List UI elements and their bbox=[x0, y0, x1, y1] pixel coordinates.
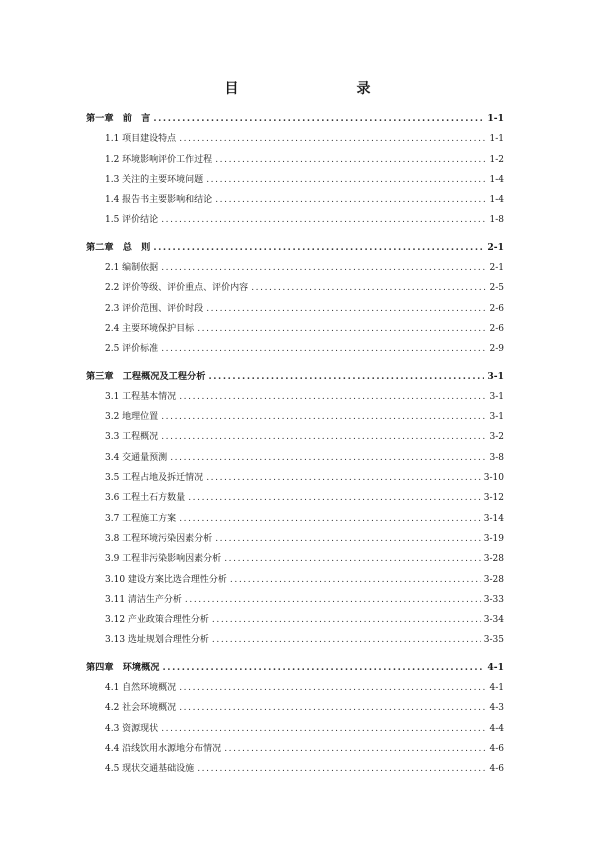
toc-entry-label: 第二章 总 则 bbox=[86, 241, 151, 253]
toc-entry-page: 4-6 bbox=[489, 743, 504, 754]
toc-entry-label: 4.2 社会环境概况 bbox=[105, 703, 177, 714]
toc-section-entry[interactable] bbox=[86, 488, 504, 508]
toc-entry-label: 2.2 评价等级、评价重点、评价内容 bbox=[105, 283, 249, 294]
toc-dot-leader bbox=[215, 190, 486, 210]
toc-entry-label: 2.5 评价标准 bbox=[105, 344, 159, 355]
toc-dot-leader bbox=[179, 129, 486, 149]
toc-section-entry[interactable] bbox=[86, 610, 504, 630]
toc-entry-page: 1-1 bbox=[487, 113, 504, 124]
toc-dot-leader bbox=[206, 468, 481, 488]
toc-entry-page: 4-1 bbox=[487, 661, 504, 673]
toc-section-entry[interactable] bbox=[86, 468, 504, 488]
toc-entry-page: 2-6 bbox=[489, 323, 504, 334]
toc-entry-label: 第四章 环境概况 bbox=[86, 661, 160, 673]
toc-section-entry[interactable] bbox=[86, 150, 504, 170]
toc-entry-page: 1-4 bbox=[489, 174, 504, 185]
toc-chapter-entry[interactable] bbox=[86, 658, 504, 678]
toc-section-entry[interactable] bbox=[86, 719, 504, 739]
toc-entry-page: 2-5 bbox=[489, 283, 504, 294]
toc-dot-leader bbox=[161, 407, 486, 427]
toc-entry-label: 1.4 报告书主要影响和结论 bbox=[105, 195, 213, 206]
toc-section-entry[interactable] bbox=[86, 190, 504, 210]
toc-dot-leader bbox=[212, 610, 481, 630]
toc-entry-page: 3-28 bbox=[483, 554, 504, 565]
toc-dot-leader bbox=[161, 339, 486, 359]
toc-entry-label: 3.5 工程占地及拆迁情况 bbox=[105, 473, 204, 484]
toc-entry-label: 2.1 编制依据 bbox=[105, 263, 159, 274]
toc-dot-leader bbox=[197, 759, 486, 779]
toc-dot-leader bbox=[161, 210, 486, 230]
toc-dot-leader bbox=[212, 630, 481, 650]
toc-section-entry[interactable] bbox=[86, 549, 504, 569]
toc-entry-page: 3-34 bbox=[483, 615, 504, 626]
toc-entry-label: 3.1 工程基本情况 bbox=[105, 391, 177, 402]
toc-dot-leader bbox=[179, 387, 486, 407]
toc-entry-label: 3.2 地理位置 bbox=[105, 412, 159, 423]
toc-section-entry[interactable] bbox=[86, 630, 504, 650]
toc-section-entry[interactable] bbox=[86, 387, 504, 407]
toc-entry-label: 4.3 资源现状 bbox=[105, 723, 159, 734]
toc-section-entry[interactable] bbox=[86, 258, 504, 278]
toc-dot-leader bbox=[188, 488, 481, 508]
toc-entry-label: 3.13 选址规划合理性分析 bbox=[105, 635, 209, 646]
toc-section-entry[interactable] bbox=[86, 170, 504, 190]
toc-entry-page: 3-1 bbox=[487, 370, 504, 382]
toc-entry-label: 3.11 清洁生产分析 bbox=[105, 594, 182, 605]
toc-section-entry[interactable] bbox=[86, 509, 504, 529]
toc-entry-page: 2-1 bbox=[489, 263, 504, 274]
toc-entry-label: 3.6 工程土石方数量 bbox=[105, 493, 186, 504]
toc-entry-label: 2.4 主要环境保护目标 bbox=[105, 323, 195, 334]
toc-entry-page: 2-6 bbox=[489, 303, 504, 314]
toc-dot-leader bbox=[208, 367, 484, 387]
toc-chapter-entry[interactable] bbox=[86, 367, 504, 387]
toc-section-entry[interactable] bbox=[86, 278, 504, 298]
toc-dot-leader bbox=[163, 658, 485, 678]
toc-dot-leader bbox=[206, 170, 486, 190]
toc-section-entry[interactable] bbox=[86, 210, 504, 230]
toc-entry-page: 1-8 bbox=[489, 215, 504, 226]
toc-entry-label: 1.1 项目建设特点 bbox=[105, 134, 177, 145]
toc-entry-page: 3-10 bbox=[483, 473, 504, 484]
toc-entry-label: 4.5 现状交通基础设施 bbox=[105, 764, 195, 775]
toc-entry-page: 4-3 bbox=[489, 703, 504, 714]
toc-entry-label: 第三章 工程概况及工程分析 bbox=[86, 370, 206, 382]
toc-entry-page: 3-35 bbox=[483, 635, 504, 646]
toc-dot-leader bbox=[161, 719, 486, 739]
toc-section-entry[interactable] bbox=[86, 299, 504, 319]
toc-entry-label: 3.9 工程非污染影响因素分析 bbox=[105, 554, 222, 565]
toc-entry-page: 1-2 bbox=[489, 154, 504, 165]
toc-section-entry[interactable] bbox=[86, 678, 504, 698]
toc-entry-page: 4-6 bbox=[489, 764, 504, 775]
toc-dot-leader bbox=[185, 590, 481, 610]
toc-entry-page: 3-1 bbox=[489, 412, 504, 423]
toc-section-entry[interactable] bbox=[86, 570, 504, 590]
toc-dot-leader bbox=[251, 278, 486, 298]
toc-dot-leader bbox=[179, 509, 481, 529]
toc-section-entry[interactable] bbox=[86, 759, 504, 779]
toc-entry-page: 3-8 bbox=[489, 452, 504, 463]
toc-dot-leader bbox=[170, 448, 486, 468]
toc-entry-label: 4.1 自然环境概况 bbox=[105, 683, 177, 694]
toc-entry-page: 1-1 bbox=[489, 134, 504, 145]
toc-section-entry[interactable] bbox=[86, 339, 504, 359]
toc-dot-leader bbox=[153, 109, 484, 129]
toc-dot-leader bbox=[153, 238, 484, 258]
toc-entry-page: 3-2 bbox=[489, 432, 504, 443]
toc-entry-label: 3.8 工程环境污染因素分析 bbox=[105, 533, 213, 544]
toc-dot-leader bbox=[224, 549, 481, 569]
toc-dot-leader bbox=[215, 529, 481, 549]
toc-entry-page: 4-4 bbox=[489, 723, 504, 734]
toc-section-entry[interactable] bbox=[86, 407, 504, 427]
toc-list bbox=[86, 109, 504, 780]
toc-entry-page: 3-19 bbox=[483, 533, 504, 544]
toc-entry-page: 3-28 bbox=[483, 574, 504, 585]
toc-entry-page: 4-1 bbox=[489, 683, 504, 694]
toc-dot-leader bbox=[161, 427, 486, 447]
toc-entry-page: 2-9 bbox=[489, 344, 504, 355]
toc-section-entry[interactable] bbox=[86, 319, 504, 339]
toc-entry-page: 1-4 bbox=[489, 195, 504, 206]
toc-entry-label: 3.10 建设方案比选合理性分析 bbox=[105, 574, 227, 585]
toc-entry-page: 3-14 bbox=[483, 513, 504, 524]
toc-dot-leader bbox=[197, 319, 486, 339]
toc-dot-leader bbox=[179, 678, 486, 698]
toc-section-entry[interactable] bbox=[86, 590, 504, 610]
toc-dot-leader bbox=[206, 299, 486, 319]
toc-entry-label: 1.3 关注的主要环境问题 bbox=[105, 174, 204, 185]
toc-entry-label: 1.2 环境影响评价工作过程 bbox=[105, 154, 213, 165]
toc-section-entry[interactable] bbox=[86, 427, 504, 447]
toc-dot-leader bbox=[230, 570, 481, 590]
toc-section-entry[interactable] bbox=[86, 698, 504, 718]
toc-dot-leader bbox=[161, 258, 486, 278]
toc-entry-label: 3.7 工程施工方案 bbox=[105, 513, 177, 524]
toc-entry-page: 3-33 bbox=[483, 594, 504, 605]
toc-entry-page: 2-1 bbox=[487, 241, 504, 253]
toc-title: 目 录 bbox=[224, 81, 401, 97]
toc-entry-label: 4.4 沿线饮用水源地分布情况 bbox=[105, 743, 222, 754]
toc-section-entry[interactable] bbox=[86, 129, 504, 149]
toc-entry-label: 2.3 评价范围、评价时段 bbox=[105, 303, 204, 314]
toc-entry-label: 3.12 产业政策合理性分析 bbox=[105, 615, 209, 626]
toc-section-entry[interactable] bbox=[86, 529, 504, 549]
toc-entry-label: 第一章 前 言 bbox=[86, 113, 151, 124]
toc-dot-leader bbox=[179, 698, 486, 718]
toc-entry-label: 1.5 评价结论 bbox=[105, 215, 159, 226]
toc-entry-page: 3-12 bbox=[483, 493, 504, 504]
toc-dot-leader bbox=[215, 150, 486, 170]
toc-entry-label: 3.3 工程概况 bbox=[105, 432, 159, 443]
toc-section-entry[interactable] bbox=[86, 448, 504, 468]
toc-section-entry[interactable] bbox=[86, 739, 504, 759]
toc-entry-label: 3.4 交通量预测 bbox=[105, 452, 168, 463]
toc-chapter-entry[interactable] bbox=[86, 238, 504, 258]
toc-entry-page: 3-1 bbox=[489, 391, 504, 402]
toc-dot-leader bbox=[224, 739, 486, 759]
toc-chapter-entry[interactable] bbox=[86, 109, 504, 129]
